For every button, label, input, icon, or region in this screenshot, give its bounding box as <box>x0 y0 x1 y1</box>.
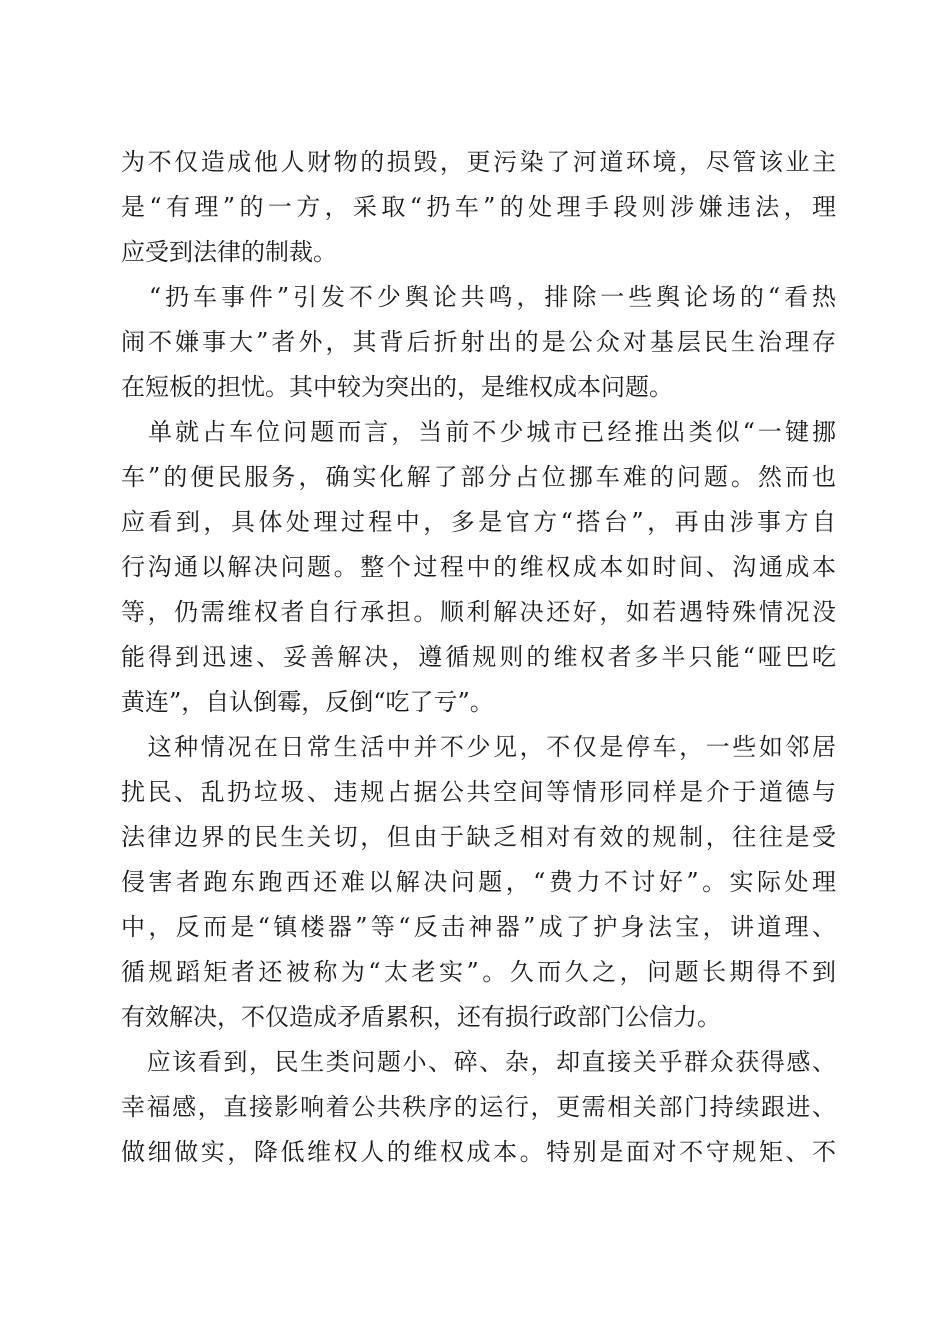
text-line: 闹不嫌事大”者外，其背后折射出的是公众对基层民生治理存 <box>121 328 836 356</box>
paragraph-3 <box>121 410 836 725</box>
text-line: 是“有理”的一方，采取“扔车”的处理手段则涉嫌违法，理 <box>121 193 836 221</box>
text-line: 有效解决，不仅造成矛盾累积，还有损行政部门公信力。 <box>121 1003 721 1031</box>
text-line: 为不仅造成他人财物的损毁，更污染了河道环境，尽管该业主 <box>121 148 836 176</box>
text-line: “扔车事件”引发不少舆论共鸣，排除一些舆论场的“看热 <box>121 283 836 311</box>
text-line: 法律边界的民生关切，但由于缺乏相对有效的规制，往往是受 <box>121 823 836 851</box>
article-body <box>121 140 836 1175</box>
paragraph-4 <box>121 725 836 1040</box>
text-line: 黄连”，自认倒霉，反倒“吃了亏”。 <box>121 688 494 716</box>
text-line: 应看到，具体处理过程中，多是官方“搭台”，再由涉事方自 <box>121 508 836 536</box>
text-line: 侵害者跑东跑西还难以解决问题，“费力不讨好”。实际处理 <box>121 868 836 896</box>
text-line: 幸福感，直接影响着公共秩序的运行，更需相关部门持续跟进、 <box>121 1093 836 1121</box>
text-line: 扰民、乱扔垃圾、违规占据公共空间等情形同样是介于道德与 <box>121 778 836 806</box>
text-line: 等，仍需维权者自行承担。顺利解决还好，如若遇特殊情况没 <box>121 598 836 626</box>
text-line: 单就占车位问题而言，当前不少城市已经推出类似“一键挪 <box>121 418 836 446</box>
text-line: 中，反而是“镇楼器”等“反击神器”成了护身法宝，讲道理、 <box>121 913 836 941</box>
text-line: 车”的便民服务，确实化解了部分占位挪车难的问题。然而也 <box>121 463 836 491</box>
text-line: 循规蹈矩者还被称为“太老实”。久而久之，问题长期得不到 <box>121 958 836 986</box>
paragraph-2 <box>121 275 836 410</box>
text-line: 应受到法律的制裁。 <box>121 238 337 266</box>
paragraph-1 <box>121 140 836 275</box>
text-line: 这种情况在日常生活中并不少见，不仅是停车，一些如邻居 <box>121 733 836 761</box>
paragraph-5 <box>121 1040 836 1175</box>
text-line: 做细做实，降低维权人的维权成本。特别是面对不守规矩、不 <box>121 1138 836 1166</box>
text-line: 行沟通以解决问题。整个过程中的维权成本如时间、沟通成本 <box>121 553 836 581</box>
text-line: 应该看到，民生类问题小、碎、杂，却直接关乎群众获得感、 <box>121 1048 836 1076</box>
text-line: 在短板的担忧。其中较为突出的，是维权成本问题。 <box>121 373 673 401</box>
text-line: 能得到迅速、妥善解决，遵循规则的维权者多半只能“哑巴吃 <box>121 643 836 671</box>
